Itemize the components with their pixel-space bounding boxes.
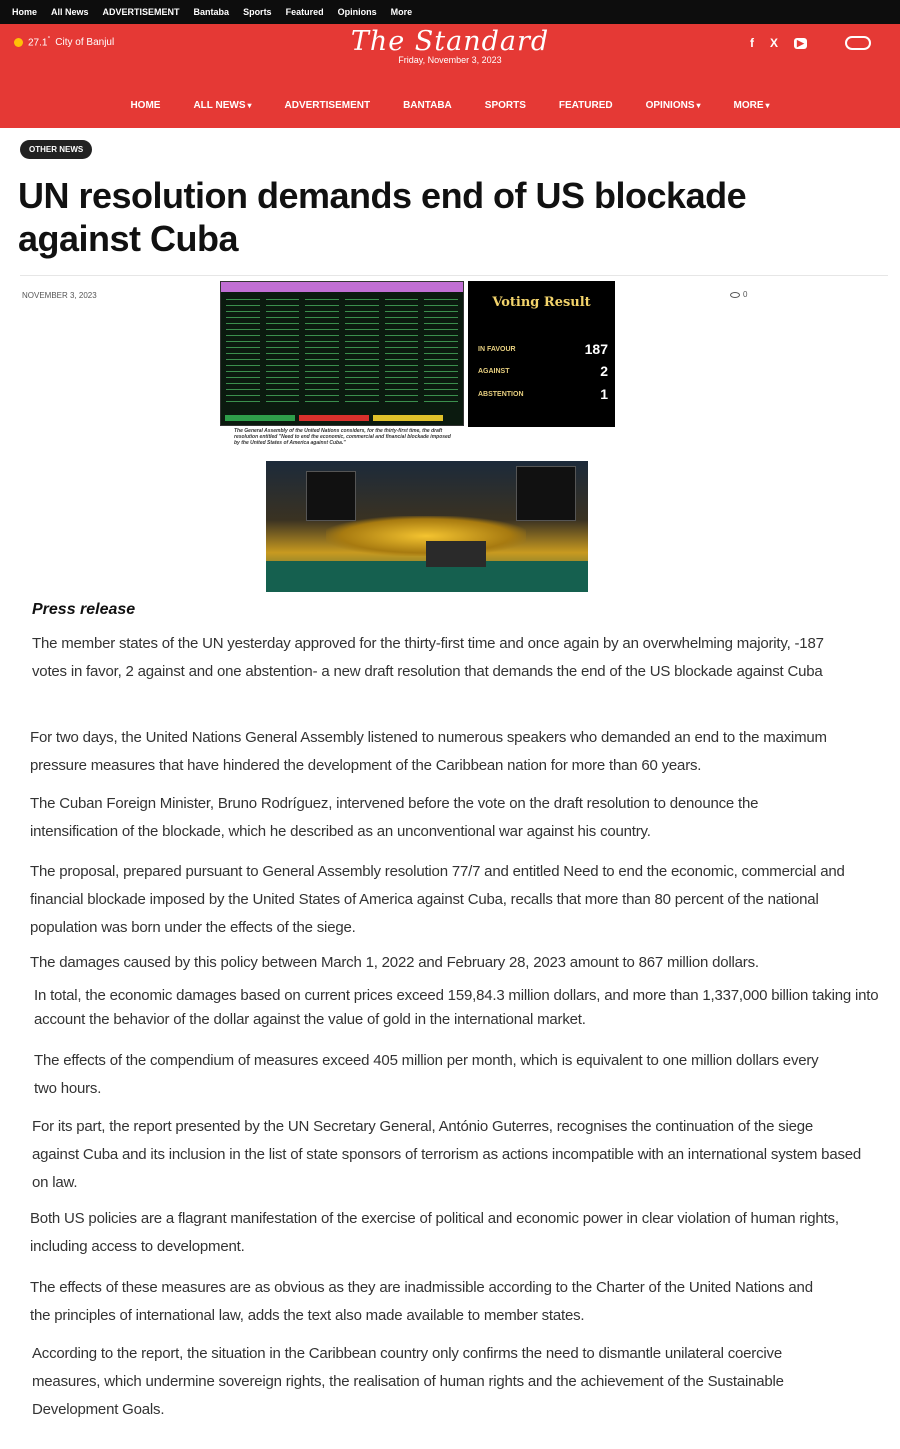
board-column	[424, 296, 458, 406]
nav-home[interactable]: HOME	[130, 100, 161, 111]
paragraph: The member states of the UN yesterday approved for the thirty-first time and once again by an overwhelming majority, -187 votes in favor, 2 against and one abstention- a new draft resolution that demands the end of the US blockade against Cuba	[32, 635, 824, 680]
toplink-more[interactable]: More	[390, 7, 413, 17]
result-row-in-favour: IN FAVOUR 187	[478, 341, 608, 357]
nav-bantaba[interactable]: BANTABA	[403, 100, 452, 111]
paragraph: The effects of the compendium of measures exceed 405 million per month, which is equivalent to one million dollars every two hours.	[34, 1052, 819, 1097]
paragraph: The damages caused by this policy between March 1, 2022 and February 28, 2023 amount to 867 million dollars.	[30, 954, 759, 971]
chevron-down-icon: ▾	[247, 101, 252, 110]
top-links-bar	[0, 0, 900, 24]
toplink-all-news[interactable]: All News	[51, 7, 89, 17]
logo-text[interactable]: The Standard	[350, 26, 550, 57]
toplink-bantaba[interactable]: Bantaba	[193, 7, 230, 17]
photo-screen-right	[516, 466, 576, 521]
photo-screen-left	[306, 471, 356, 521]
toplink-home[interactable]: Home	[12, 7, 38, 17]
board-column	[266, 296, 300, 406]
paragraph: The effects of these measures are as obvious as they are inadmissible according to the Charter of the United Nations and the principles of international law, adds the text also made available to member states.	[30, 1279, 813, 1324]
voting-result-panel	[468, 281, 615, 427]
board-column	[385, 296, 419, 406]
result-row-against: AGAINST 2	[478, 363, 608, 379]
press-release-label: Press release	[32, 601, 136, 618]
board-legend	[225, 415, 443, 421]
social-links	[750, 36, 807, 50]
board-column	[226, 296, 260, 406]
voting-result-title: Voting Result	[492, 295, 591, 310]
nav-more[interactable]: MORE ▾	[733, 100, 770, 111]
paragraph: According to the report, the situation in the Caribbean country only confirms the need to dismantle unilateral coercive measures, which undermine sovereign rights, the realisation of human rights and the achievement of the Sustainable Development Goals.	[32, 1345, 784, 1418]
eye-icon	[730, 292, 740, 298]
paragraph: The Cuban Foreign Minister, Bruno Rodríguez, intervened before the vote on the draft resolution to denounce the intensification of the blockade, which he described as an unconventional war against his country.	[30, 795, 759, 840]
nav-advertisement[interactable]: ADVERTISEMENT	[284, 100, 371, 111]
nav-opinions[interactable]: OPINIONS ▾	[645, 100, 701, 111]
toplink-opinions[interactable]: Opinions	[337, 7, 377, 17]
x-twitter-icon[interactable]: X	[770, 36, 779, 50]
nav-all-news[interactable]: ALL NEWS ▾	[193, 100, 252, 111]
view-count[interactable]: 0	[730, 290, 747, 299]
nav-sports[interactable]: SPORTS	[484, 100, 526, 111]
legend-yellow	[373, 415, 443, 421]
chevron-down-icon: ▾	[696, 101, 701, 110]
paragraph: For two days, the United Nations General Assembly listened to numerous speakers who demanded an end to the maximum pressure measures that have hindered the development of the Caribbean nation for more than 60 years.	[30, 729, 827, 774]
paragraph: In total, the economic damages based on current prices exceed 159,84.3 million dollars, and more than 1,337,000 billion taking into account the behavior of the dollar against the value of gold in the international market.	[34, 987, 879, 1028]
weather-temp: 27.1°	[28, 36, 51, 49]
category-badge[interactable]: OTHER NEWS	[20, 140, 92, 159]
nav-featured[interactable]: FEATURED	[558, 100, 613, 111]
article-title: UN resolution demands end of US blockade against Cuba	[18, 175, 747, 259]
board-column	[345, 296, 379, 406]
site-logo[interactable]	[300, 26, 600, 65]
weather-city: City of Banjul	[55, 36, 115, 48]
legend-red	[299, 415, 369, 421]
paragraph: For its part, the report presented by the UN Secretary General, António Guterres, recognises the continuation of the siege against Cuba and its inclusion in the list of state sponsors of terrorism as actions incompatible with an international system based on law.	[32, 1118, 862, 1191]
result-row-abstention: ABSTENTION 1	[478, 386, 608, 402]
board-columns	[221, 292, 463, 410]
toplink-sports[interactable]: Sports	[243, 7, 272, 17]
chevron-down-icon: ▾	[765, 101, 770, 110]
sun-icon	[14, 38, 23, 47]
toplink-featured[interactable]: Featured	[285, 7, 324, 17]
divider	[20, 275, 888, 276]
photo-podium	[426, 541, 486, 567]
weather-widget	[14, 36, 114, 48]
header-date: Friday, November 3, 2023	[398, 55, 502, 65]
facebook-icon[interactable]: f	[750, 36, 754, 50]
general-assembly-photo	[266, 461, 588, 592]
search-icon[interactable]	[845, 36, 871, 50]
legend-green	[225, 415, 295, 421]
vote-board-image	[220, 281, 464, 426]
paragraph: Both US policies are a flagrant manifestation of the exercise of political and economic power in clear violation of human rights, including access to development.	[30, 1210, 839, 1255]
post-date: NOVEMBER 3, 2023	[22, 291, 97, 300]
site-header	[0, 24, 900, 128]
main-nav	[0, 100, 900, 111]
youtube-icon[interactable]: ▶	[794, 38, 807, 49]
paragraph: The proposal, prepared pursuant to General Assembly resolution 77/7 and entitled Need to end the economic, commercial and financial blockade imposed by the United States of America against Cuba, recalls that more than 80 percent of the national population was born under the effects of the siege.	[30, 863, 845, 936]
figure-caption: The General Assembly of the United Nations considers, for the thirty-first time, the draft resolution entitled "Need to end the economic, commercial and financial blockade imposed by the United States of America against Cuba."	[234, 428, 451, 446]
toplink-advertisement[interactable]: ADVERTISEMENT	[102, 7, 180, 17]
board-header-strip	[221, 282, 463, 292]
board-column	[305, 296, 339, 406]
